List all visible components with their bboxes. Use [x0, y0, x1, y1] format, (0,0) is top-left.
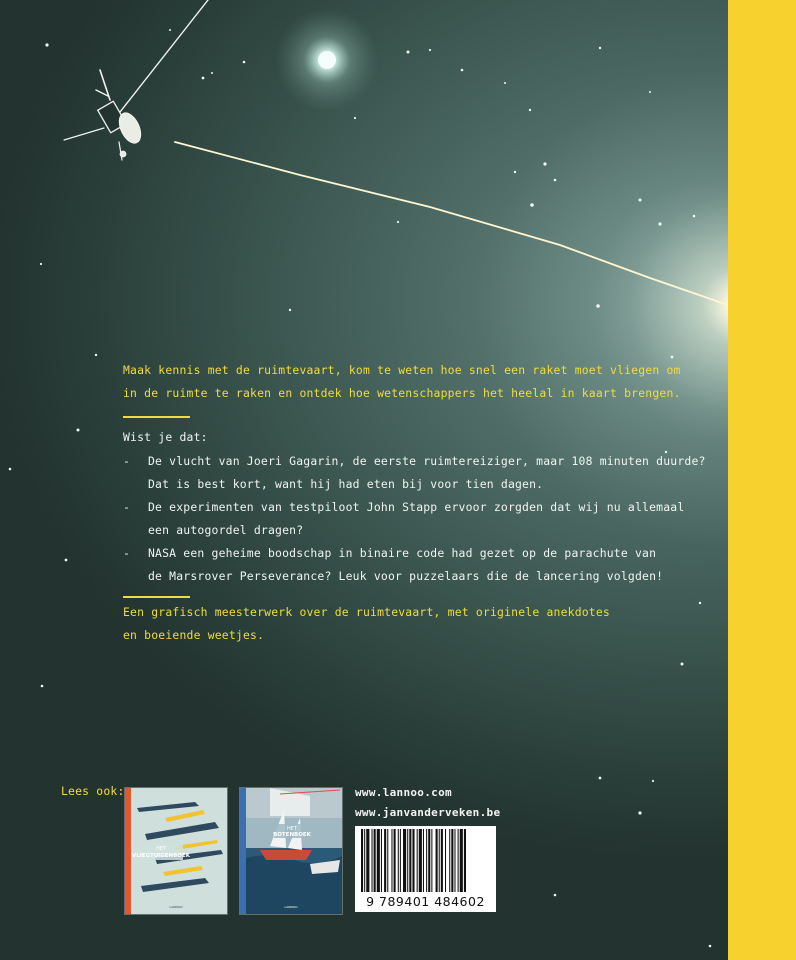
intro-line-1: Maak kennis met de ruimtevaart, kom te weten hoe snel een raket moet vliegen om [123, 363, 681, 377]
barcode-bar [417, 829, 418, 892]
barcode-bar [423, 829, 424, 892]
fact-line: een autogordel dragen? [148, 523, 304, 537]
barcode-bar [451, 829, 453, 892]
barcode-bar [419, 829, 422, 892]
fact-item [123, 542, 723, 588]
book-title-small: HET [287, 826, 297, 832]
barcode-bar [403, 829, 406, 892]
barcode-bars [355, 826, 496, 894]
barcode-bar [387, 829, 388, 892]
boats-illustration [240, 788, 342, 914]
barcode-bar [381, 829, 382, 892]
divider-bottom [123, 596, 190, 598]
barcode-bar [366, 829, 369, 892]
space-probe-icon [64, 0, 208, 160]
fact-line: De experimenten van testpiloot John Stapp ervoor zorgden dat wij nu allemaal [148, 500, 685, 514]
fact-line: De vlucht van Joeri Gagarin, de eerste ruimtereiziger, maar 108 minuten duurde? [148, 454, 706, 468]
fact-item [123, 450, 723, 496]
barcode-bar [436, 829, 438, 892]
barcode-bar [454, 829, 455, 892]
fact-line: Dat is best kort, want hij had eten bij voor tien dagen. [148, 477, 544, 491]
book-thumbnail-botenboek[interactable] [240, 788, 342, 914]
barcode-bar [391, 829, 392, 892]
facts-heading: Wist je dat: [123, 430, 208, 444]
barcode-bar [374, 829, 376, 892]
book-title: VLIEGTUIGENBOEK [131, 853, 191, 859]
barcode-bar [428, 829, 430, 892]
book-publisher: LANNOO [169, 905, 183, 909]
barcode-bar [426, 829, 427, 892]
barcode-bar [460, 829, 463, 892]
barcode-bar [400, 829, 401, 892]
barcode-bar [384, 829, 386, 892]
closing-line-1: Een grafisch meesterwerk over de ruimtevaart, met originele anekdotes [123, 605, 610, 619]
book-title-small: HET [156, 846, 166, 852]
barcode-bar [458, 829, 459, 892]
barcode-bar [441, 829, 443, 892]
barcode-bar [445, 829, 446, 892]
bullet-dash: - [123, 546, 131, 560]
url-janvanderveken[interactable]: www.janvanderveken.be [355, 806, 501, 819]
airplanes-illustration [125, 788, 227, 914]
lees-ook-label: Lees ook: [61, 784, 125, 798]
fact-item [123, 496, 723, 542]
book-publisher: LANNOO [284, 905, 298, 909]
barcode [355, 826, 496, 912]
barcode-bar [372, 829, 373, 892]
closing-line-2: en boeiende weetjes. [123, 628, 265, 642]
bullet-dash: - [123, 500, 131, 514]
barcode-bar [439, 829, 440, 892]
fact-line: de Marsrover Perseverance? Leuk voor puzzelaars die de lancering volgden! [148, 569, 664, 583]
barcode-bar [449, 829, 450, 892]
barcode-bar [394, 829, 396, 892]
isbn-number: 9 789401 484602 [366, 894, 485, 909]
divider-top [123, 416, 190, 418]
barcode-bar [464, 829, 466, 892]
book-thumbnail-vliegtuigenboek[interactable] [125, 788, 227, 914]
book-title: BOTENBOEK [273, 832, 311, 838]
moon [318, 51, 336, 69]
fact-line: NASA een geheime boodschap in binaire code had gezet op de parachute van [148, 546, 657, 560]
barcode-bar [431, 829, 432, 892]
barcode-bar [377, 829, 380, 892]
barcode-bar [361, 829, 363, 892]
intro-line-2: in de ruimte te raken en ontdek hoe wetenschappers het heelal in kaart brengen. [123, 386, 681, 400]
barcode-bar [398, 829, 399, 892]
barcode-bar [412, 829, 414, 892]
url-lannoo[interactable]: www.lannoo.com [355, 786, 452, 799]
barcode-bar [407, 829, 408, 892]
spine-strip [728, 0, 796, 960]
barcode-bar [364, 829, 365, 892]
barcode-bar [409, 829, 411, 892]
bullet-dash: - [123, 454, 131, 468]
